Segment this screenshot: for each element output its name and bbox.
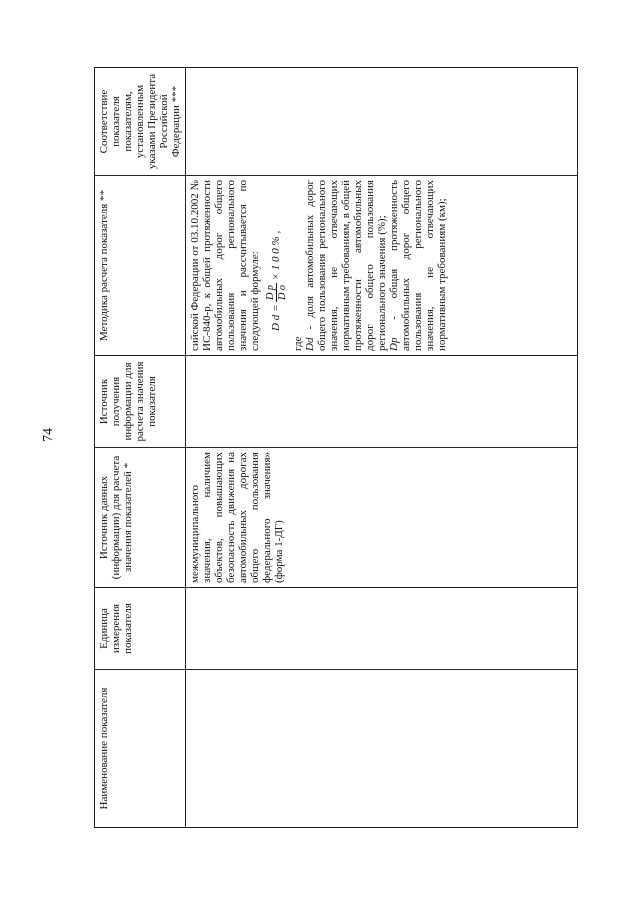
header-indicator-name: Наименование показателя [95,670,186,828]
formula-numerator: D p [265,285,276,300]
method-intro: сийской Федерации от 03.10.2002 № ИС-840-р, к общей протяженности автомобильных дорог общего пользования регионального значения и рассчитывается по следующей формуле: [189,180,261,351]
header-compliance: Соответствие показателя показателям, установленным указами Президента Российской Федерации *** [95,68,186,176]
indicator-table [94,67,578,828]
formula [265,180,288,331]
definition-dd-text: - доля автомобильных дорог общего пользования регионального значения, не отвечающих нормативным требованиям, в общей протяженности автомобильных дорог общего пользования регионального значения (%); [304,179,388,351]
cell-method [186,176,578,356]
formula-rhs: × 1 0 0 % , [270,230,283,281]
header-info-source: Источник получения информации для расчета значения показателя [95,356,186,448]
cell-compliance [186,68,578,176]
definition-dp-text: - общая протяженность автомобильных дорог общего пользования регионального значения, не отвечающих нормативным требованиям (км); [388,179,448,351]
cell-info-source [186,356,578,448]
cell-indicator-name [186,670,578,828]
symbol-dd: Dd [304,337,316,351]
formula-fraction [265,283,288,302]
cell-unit [186,588,578,670]
symbol-dp: Dp [388,337,400,351]
formula-denominator: D o [277,285,288,300]
where-label: где [292,336,304,351]
table-row [186,68,578,828]
page-number: 74 [41,428,56,442]
header-unit: Единица измерения показателя [95,588,186,670]
definition-dp [388,180,448,351]
rotated-table-wrapper [94,68,578,828]
table-header-row [95,68,186,828]
definition-dd [304,180,388,351]
formula-lhs: D d = [270,304,283,331]
header-method: Методика расчета показателя ** [95,176,186,356]
cell-data-source: межмуниципального значения, наличием объектов, повышающих безопасность движения на автомобильных дорогах общего пользования федерального значения» (форма 1-ДГ) [186,448,578,588]
header-data-source: Источник данных (информации) для расчета значения показателей * [95,448,186,588]
